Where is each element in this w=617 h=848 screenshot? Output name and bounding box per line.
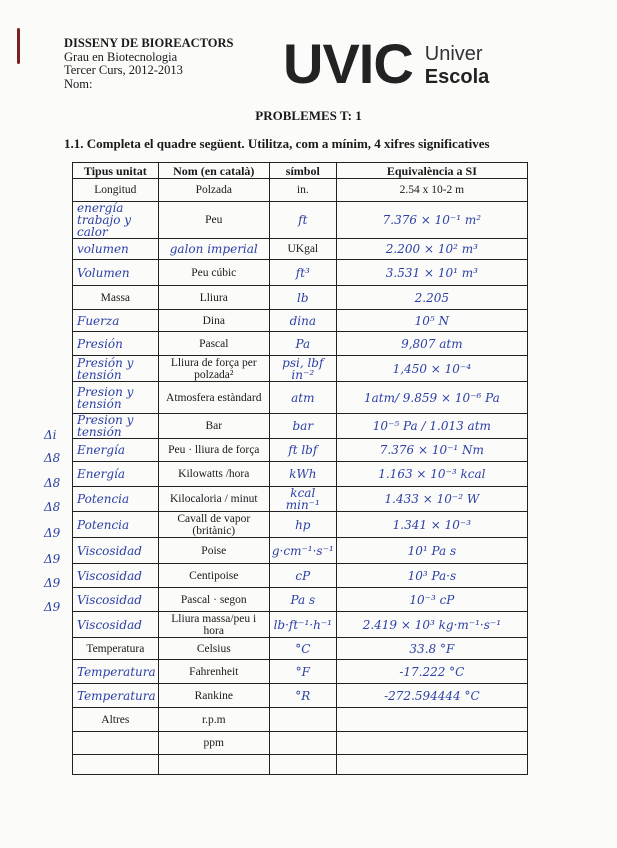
margin-note: Δ8 xyxy=(44,476,61,490)
column-header: Equivalència a SI xyxy=(336,163,527,179)
table-row xyxy=(73,612,528,638)
course-title: DISSENY DE BIOREACTORS xyxy=(64,36,234,50)
unit-name-cell: Lliura massa/peu i hora xyxy=(158,612,269,638)
unit-name-cell: Rankine xyxy=(158,684,269,708)
unit-name-cell: galon imperial xyxy=(158,239,269,260)
unit-type-cell xyxy=(73,755,159,775)
unit-type-cell: Longitud xyxy=(73,179,159,202)
margin-note: Δ9 xyxy=(44,526,61,540)
unit-type-cell: Presión xyxy=(73,332,159,356)
unit-type-cell: Presion y tensión xyxy=(73,414,159,439)
column-header: Tipus unitat xyxy=(73,163,159,179)
symbol-cell: in. xyxy=(269,179,336,202)
margin-note: Δ9 xyxy=(44,552,61,566)
margin-note: Δ8 xyxy=(44,451,61,465)
si-equivalence-cell: 2.54 x 10-2 m xyxy=(336,179,527,202)
table-row xyxy=(73,512,528,538)
unit-type-cell: Energía xyxy=(73,439,159,462)
unit-type-cell: energía trabajo y calor xyxy=(73,202,159,239)
year: Tercer Curs, 2012-2013 xyxy=(64,63,183,77)
table-row xyxy=(73,202,528,239)
symbol-cell: kcal min⁻¹ xyxy=(269,487,336,512)
unit-name-cell: Poise xyxy=(158,538,269,564)
degree: Grau en Biotecnologia xyxy=(64,49,178,64)
si-equivalence-cell: 1atm/ 9.859 × 10⁻⁶ Pa xyxy=(336,382,527,414)
unit-name-cell: Lliura de força per polzada² xyxy=(158,356,269,382)
unit-name-cell xyxy=(158,755,269,775)
si-equivalence-cell: 1.341 × 10⁻³ xyxy=(336,512,527,538)
unit-name-cell: Pascal xyxy=(158,332,269,356)
symbol-cell: °R xyxy=(269,684,336,708)
unit-name-cell: ppm xyxy=(158,732,269,755)
unit-name-cell: Peu · lliura de força xyxy=(158,439,269,462)
symbol-cell: kWh xyxy=(269,462,336,487)
si-equivalence-cell: 10⁻³ cP xyxy=(336,588,527,612)
unit-type-cell: Temperatura xyxy=(73,684,159,708)
units-table xyxy=(72,162,528,775)
unit-type-cell: Viscosidad xyxy=(73,538,159,564)
si-equivalence-cell: 2.205 xyxy=(336,286,527,310)
unit-name-cell: Kilocaloria / minut xyxy=(158,487,269,512)
symbol-cell xyxy=(269,708,336,732)
unit-type-cell: Presion y tensión xyxy=(73,382,159,414)
table-row xyxy=(73,684,528,708)
pen-mark xyxy=(17,28,20,64)
si-equivalence-cell: 3.531 × 10¹ m³ xyxy=(336,260,527,286)
uvic-logo xyxy=(283,32,490,95)
table-row xyxy=(73,439,528,462)
si-equivalence-cell: 7.376 × 10⁻¹ m² xyxy=(336,202,527,239)
symbol-cell: Pa s xyxy=(269,588,336,612)
symbol-cell: atm xyxy=(269,382,336,414)
unit-type-cell: Presión y tensión xyxy=(73,356,159,382)
symbol-cell: psi, lbf in⁻² xyxy=(269,356,336,382)
unit-type-cell: Viscosidad xyxy=(73,612,159,638)
table-row xyxy=(73,564,528,588)
margin-note: Δ9 xyxy=(44,576,61,590)
column-header: símbol xyxy=(269,163,336,179)
si-equivalence-cell: 1.433 × 10⁻² W xyxy=(336,487,527,512)
table-row xyxy=(73,179,528,202)
unit-name-cell: Kilowatts /hora xyxy=(158,462,269,487)
logo-line2: Escola xyxy=(424,66,490,88)
si-equivalence-cell: 10³ Pa·s xyxy=(336,564,527,588)
table-row xyxy=(73,538,528,564)
unit-name-cell: Peu cúbic xyxy=(158,260,269,286)
unit-type-cell: Altres xyxy=(73,708,159,732)
table-row xyxy=(73,332,528,356)
unit-name-cell: r.p.m xyxy=(158,708,269,732)
table-row xyxy=(73,732,528,755)
symbol-cell: cP xyxy=(269,564,336,588)
unit-type-cell: Energía xyxy=(73,462,159,487)
symbol-cell: lb·ft⁻¹·h⁻¹ xyxy=(269,612,336,638)
unit-type-cell: Viscosidad xyxy=(73,588,159,612)
unit-name-cell: Centipoise xyxy=(158,564,269,588)
table-row xyxy=(73,414,528,439)
si-equivalence-cell xyxy=(336,732,527,755)
si-equivalence-cell: 10⁵ N xyxy=(336,310,527,332)
si-equivalence-cell: 2.200 × 10² m³ xyxy=(336,239,527,260)
table-row xyxy=(73,462,528,487)
symbol-cell: bar xyxy=(269,414,336,439)
si-equivalence-cell: -272.594444 °C xyxy=(336,684,527,708)
unit-name-cell: Pascal · segon xyxy=(158,588,269,612)
si-equivalence-cell: 2.419 × 10³ kg·m⁻¹·s⁻¹ xyxy=(336,612,527,638)
si-equivalence-cell: 10⁻⁵ Pa / 1.013 atm xyxy=(336,414,527,439)
name-label: Nom: xyxy=(64,76,93,91)
instruction: 1.1. Completa el quadre següent. Utilitza, com a mínim, 4 xifres significatives xyxy=(64,136,490,151)
si-equivalence-cell: 7.376 × 10⁻¹ Nm xyxy=(336,439,527,462)
unit-type-cell: Temperatura xyxy=(73,638,159,660)
unit-name-cell: Atmosfera estàndard xyxy=(158,382,269,414)
table-row xyxy=(73,239,528,260)
symbol-cell: °F xyxy=(269,660,336,684)
symbol-cell: UKgal xyxy=(269,239,336,260)
table-row xyxy=(73,755,528,775)
symbol-cell xyxy=(269,732,336,755)
column-header: Nom (en català) xyxy=(158,163,269,179)
unit-type-cell: Temperatura xyxy=(73,660,159,684)
si-equivalence-cell: 1.163 × 10⁻³ kcal xyxy=(336,462,527,487)
symbol-cell: dina xyxy=(269,310,336,332)
table-row xyxy=(73,310,528,332)
page-title: PROBLEMES T: 1 xyxy=(255,108,362,123)
si-equivalence-cell: 9,807 atm xyxy=(336,332,527,356)
si-equivalence-cell: 33.8 °F xyxy=(336,638,527,660)
unit-type-cell: Viscosidad xyxy=(73,564,159,588)
unit-type-cell: Fuerza xyxy=(73,310,159,332)
unit-name-cell: Cavall de vapor (britànic) xyxy=(158,512,269,538)
margin-note: Δi xyxy=(44,428,57,442)
symbol-cell: ft³ xyxy=(269,260,336,286)
symbol-cell: ft xyxy=(269,202,336,239)
unit-type-cell: Massa xyxy=(73,286,159,310)
logo-line1: Univer xyxy=(424,43,483,65)
si-equivalence-cell xyxy=(336,755,527,775)
table-row xyxy=(73,708,528,732)
unit-type-cell: Volumen xyxy=(73,260,159,286)
unit-type-cell: volumen xyxy=(73,239,159,260)
unit-type-cell xyxy=(73,732,159,755)
table-row xyxy=(73,660,528,684)
unit-name-cell: Polzada xyxy=(158,179,269,202)
unit-name-cell: Dina xyxy=(158,310,269,332)
margin-note: Δ8 xyxy=(44,500,61,514)
si-equivalence-cell: 10¹ Pa s xyxy=(336,538,527,564)
table-row xyxy=(73,356,528,382)
symbol-cell: ft lbf xyxy=(269,439,336,462)
table-row xyxy=(73,487,528,512)
logo-text: UVIC xyxy=(283,32,413,95)
si-equivalence-cell: -17.222 °C xyxy=(336,660,527,684)
table-row xyxy=(73,260,528,286)
unit-name-cell: Fahrenheit xyxy=(158,660,269,684)
table-row xyxy=(73,638,528,660)
unit-type-cell: Potencia xyxy=(73,487,159,512)
unit-name-cell: Peu xyxy=(158,202,269,239)
table-row xyxy=(73,286,528,310)
symbol-cell: hp xyxy=(269,512,336,538)
symbol-cell: °C xyxy=(269,638,336,660)
header-block xyxy=(64,37,234,91)
table-row xyxy=(73,588,528,612)
si-equivalence-cell xyxy=(336,708,527,732)
unit-name-cell: Lliura xyxy=(158,286,269,310)
unit-name-cell: Celsius xyxy=(158,638,269,660)
unit-type-cell: Potencia xyxy=(73,512,159,538)
symbol-cell xyxy=(269,755,336,775)
symbol-cell: lb xyxy=(269,286,336,310)
table-row xyxy=(73,382,528,414)
symbol-cell: g·cm⁻¹·s⁻¹ xyxy=(269,538,336,564)
margin-note: Δ9 xyxy=(44,600,61,614)
si-equivalence-cell: 1,450 × 10⁻⁴ xyxy=(336,356,527,382)
symbol-cell: Pa xyxy=(269,332,336,356)
unit-name-cell: Bar xyxy=(158,414,269,439)
